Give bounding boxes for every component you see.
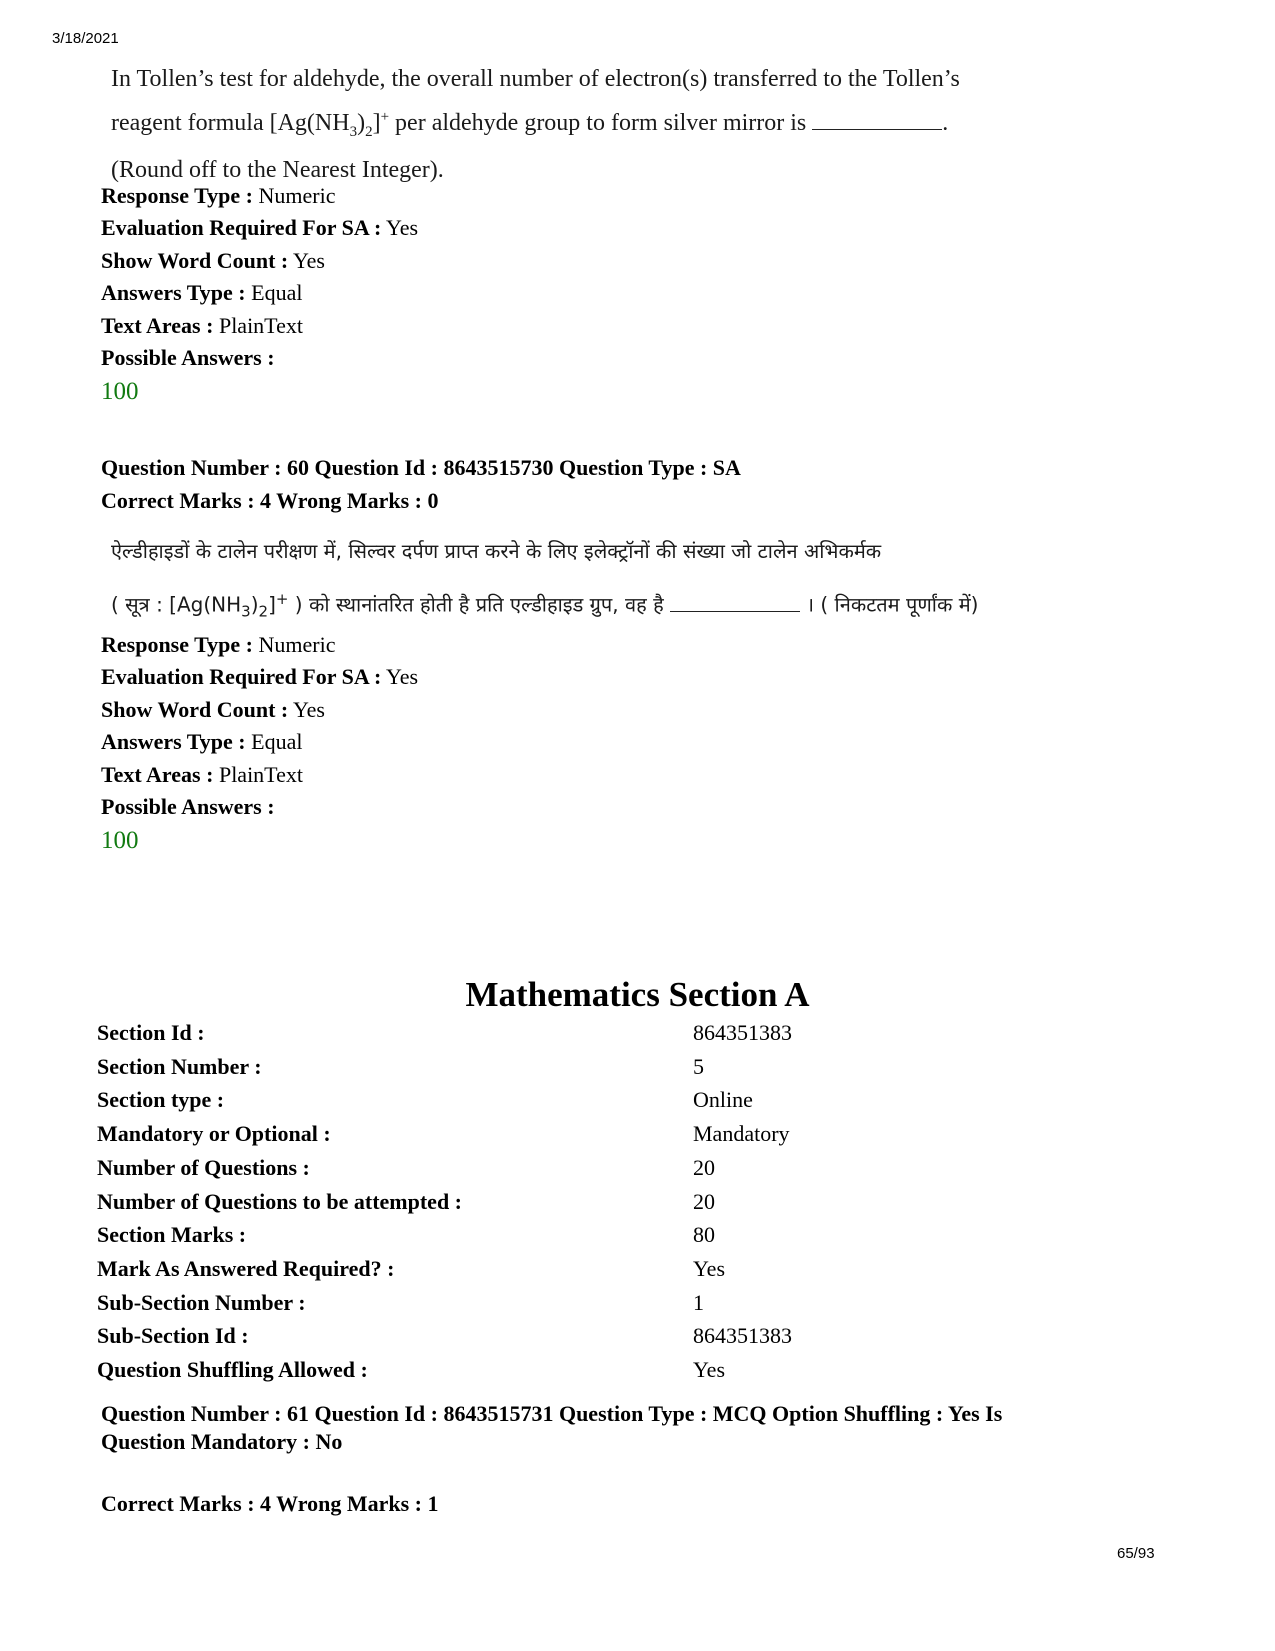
field-label: Show Word Count : <box>101 696 289 722</box>
section-label: Section Id : <box>97 1020 205 1045</box>
field-value: Numeric <box>258 183 336 208</box>
field-value: PlainText <box>218 312 303 338</box>
field-row <box>101 661 418 693</box>
answer-blank <box>670 591 800 612</box>
question-line: In Tollen’s test for aldehyde, the overall number of electron(s) transferred to the Tollen’s <box>111 66 960 92</box>
section-row <box>97 1117 792 1151</box>
marks-line: Correct Marks : 4 Wrong Marks : 0 <box>101 487 439 513</box>
field-label: Text Areas : <box>101 761 214 787</box>
question-line-rest: ) को स्थानांतरित होती है प्रति एल्डीहाइड ग्रुप, वह है <box>288 592 664 617</box>
field-label: Answers Type : <box>101 280 246 306</box>
field-row <box>101 629 418 661</box>
question-60-fields <box>101 629 418 859</box>
field-row <box>101 212 418 244</box>
section-value: 1 <box>693 1289 704 1315</box>
question-id-line: Question Number : 60 Question Id : 8643515730 Question Type : SA <box>101 455 741 480</box>
section-label: Section Marks : <box>97 1222 247 1248</box>
page-number: 65/93 <box>1117 1545 1155 1562</box>
section-row <box>97 1218 792 1252</box>
section-value: Online <box>693 1087 753 1113</box>
section-label: Mark As Answered Required? : <box>97 1255 395 1281</box>
section-label: Number of Questions : <box>97 1154 310 1180</box>
question-60-header <box>101 452 741 517</box>
field-row <box>101 726 418 758</box>
field-label: Evaluation Required For SA : <box>101 215 382 241</box>
field-label: Response Type : <box>101 183 253 208</box>
section-row <box>97 1151 792 1185</box>
section-label: Mandatory or Optional : <box>97 1121 331 1147</box>
question-59-fields <box>101 180 418 410</box>
question-61-marks <box>101 1488 439 1521</box>
marks-line: Correct Marks : 4 Wrong Marks : 1 <box>101 1491 439 1516</box>
section-value: 20 <box>693 1188 715 1214</box>
field-value: Yes <box>292 696 325 722</box>
section-value: 864351383 <box>693 1323 792 1349</box>
question-id-line: Question Number : 61 Question Id : 8643515731 Question Type : MCQ Option Shuffling : Yes Is <box>101 1401 1003 1426</box>
section-label: Sub-Section Number : <box>97 1289 306 1315</box>
question-id-line: Question Mandatory : No <box>101 1429 343 1454</box>
section-label: Section type : <box>97 1087 225 1113</box>
field-label: Response Type : <box>101 632 253 657</box>
field-value: Yes <box>386 215 419 241</box>
section-label: Question Shuffling Allowed : <box>97 1357 368 1383</box>
section-row <box>97 1286 792 1320</box>
field-row <box>101 759 418 791</box>
section-value: Mandatory <box>693 1121 790 1147</box>
field-label: Possible Answers : <box>101 794 275 820</box>
question-line: (Round off to the Nearest Integer). <box>111 156 444 183</box>
field-row <box>101 245 418 277</box>
possible-answer: 100 <box>101 827 139 855</box>
field-label: Possible Answers : <box>101 345 275 371</box>
field-value: PlainText <box>218 761 303 787</box>
formula-text: reagent formula [Ag(NH <box>111 110 350 136</box>
question-61-header <box>101 1400 1002 1456</box>
section-row <box>97 1319 792 1353</box>
section-value: 20 <box>693 1154 715 1180</box>
section-value: 80 <box>693 1222 715 1248</box>
field-row <box>101 180 418 212</box>
field-row <box>101 791 418 823</box>
question-59-text <box>111 60 1201 189</box>
field-value: Equal <box>251 729 303 755</box>
section-row <box>97 1083 792 1117</box>
section-value: Yes <box>693 1255 726 1281</box>
section-row <box>97 1050 792 1084</box>
print-date: 3/18/2021 <box>52 30 119 47</box>
field-label: Text Areas : <box>101 312 214 338</box>
question-line: ( सूत्र : $[Ag(NH_3)_2]^+$ ) को स्थानांतरित होती है प्रति एल्डीहाइड ग्रुप, वह है । ( निकटतम पूर्णांक में) <box>111 590 979 621</box>
section-label: Sub-Section Id : <box>97 1323 249 1349</box>
field-label: Show Word Count : <box>101 247 289 273</box>
section-row <box>97 1252 792 1286</box>
question-line: ऐल्डीहाइडों के टालेन परीक्षण में, सिल्वर दर्पण प्राप्त करने के लिए इलेक्ट्रॉनों की संख्या जो टालेन अभिकर्मक <box>111 539 882 563</box>
formula-text: ( सूत्र : [Ag(NH <box>111 592 242 617</box>
section-details <box>97 1016 792 1387</box>
section-value: Yes <box>693 1357 726 1383</box>
field-value: Numeric <box>258 632 336 657</box>
question-line-rest: per aldehyde group to form silver mirror is <box>389 110 807 136</box>
field-value: Equal <box>251 280 303 306</box>
field-row <box>101 277 418 309</box>
section-title: Mathematics Section A <box>465 975 810 1014</box>
answer-blank <box>812 109 942 130</box>
field-value: Yes <box>386 664 419 690</box>
section-row <box>97 1016 792 1050</box>
field-row <box>101 694 418 726</box>
field-label: Evaluation Required For SA : <box>101 664 382 690</box>
section-row <box>97 1353 792 1387</box>
possible-answer: 100 <box>101 378 139 406</box>
section-label: Section Number : <box>97 1053 262 1079</box>
field-value: Yes <box>292 247 325 273</box>
field-row <box>101 310 418 342</box>
question-line-end: । ( निकटतम पूर्णांक में) <box>806 592 979 617</box>
section-value: 5 <box>693 1053 704 1079</box>
field-label: Answers Type : <box>101 729 246 755</box>
question-60-text <box>111 527 1201 636</box>
section-row <box>97 1185 792 1219</box>
question-line: reagent formula $[Ag(NH_3)_2]^+$ per aldehyde group to form silver mirror is . <box>111 109 949 140</box>
field-row <box>101 342 418 374</box>
section-value: 864351383 <box>693 1020 792 1045</box>
section-label: Number of Questions to be attempted : <box>97 1188 463 1214</box>
